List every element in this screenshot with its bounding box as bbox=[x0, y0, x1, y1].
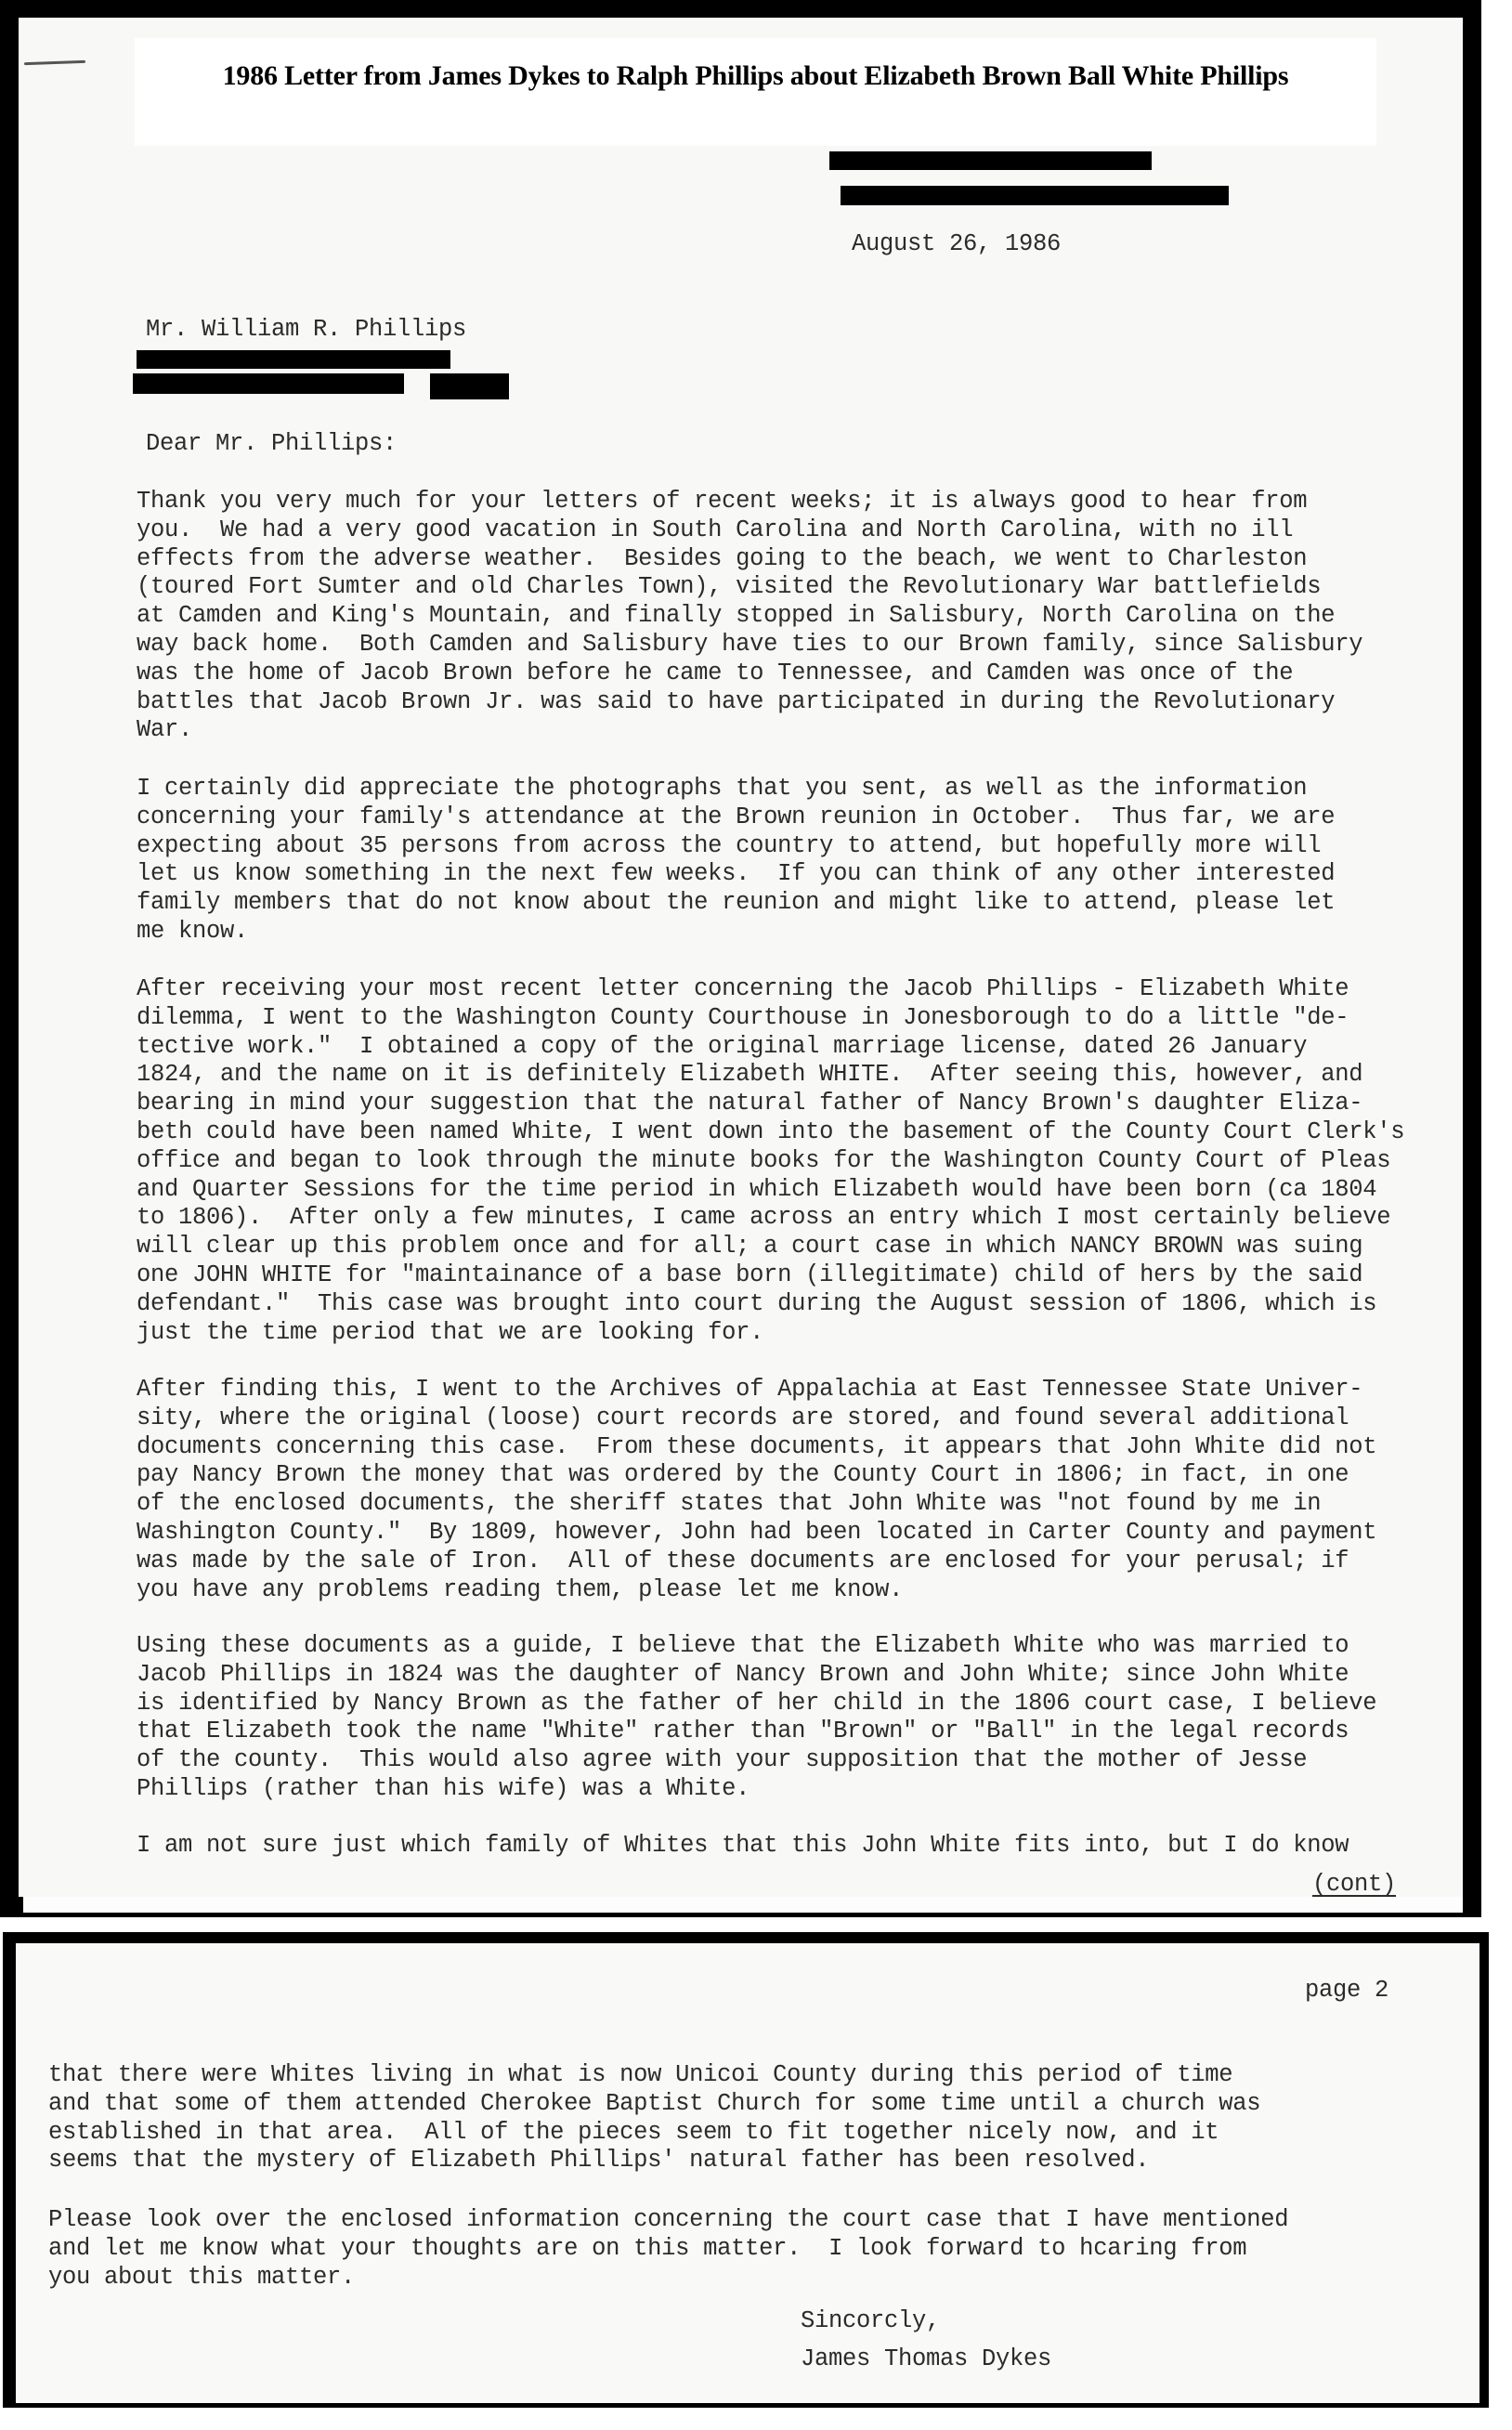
redacted-recipient-street bbox=[137, 350, 450, 369]
text-line: concerning your family's attendance at the Brown reunion in October. Thus far, we are bbox=[137, 803, 1336, 830]
text-line: you. We had a very good vacation in South Carolina and North Carolina, with no ill bbox=[137, 516, 1294, 543]
text-line: effects from the adverse weather. Besides going to the beach, we went to Charleston bbox=[137, 544, 1308, 572]
paragraph-reunion bbox=[137, 775, 1335, 947]
title-banner bbox=[135, 38, 1376, 146]
text-line: established in that area. All of the pieces seem to fit together nicely now, and it bbox=[48, 2118, 1219, 2146]
text-line: pay Nancy Brown the money that was ordered by the County Court in 1806; in fact, in one bbox=[137, 1461, 1349, 1489]
text-line: I certainly did appreciate the photographs that you sent, as well as the information bbox=[137, 775, 1308, 802]
text-line: is identified by Nancy Brown as the father of her child in the 1806 court case, I believe bbox=[137, 1689, 1377, 1717]
text-line: bearing in mind your suggestion that the natural father of Nancy Brown's daughter Eliza- bbox=[137, 1090, 1363, 1117]
text-line: Washington County." By 1809, however, John had been located in Carter County and payment bbox=[137, 1518, 1377, 1546]
redacted-recipient-zip bbox=[430, 373, 509, 399]
text-line: to 1806). After only a few minutes, I came across an entry which I most certainly believe bbox=[137, 1204, 1391, 1232]
text-line: Phillips (rather than his wife) was a White. bbox=[137, 1774, 750, 1802]
text-line: (toured Fort Sumter and old Charles Town), visited the Revolutionary War battlefields bbox=[137, 573, 1322, 601]
text-line: and that some of them attended Cherokee Baptist Church for some time until a church was bbox=[48, 2089, 1261, 2117]
text-line: sity, where the original (loose) court records are stored, and found several additional bbox=[137, 1404, 1349, 1431]
recipient-name: Mr. William R. Phillips bbox=[146, 316, 467, 343]
text-line: seems that the mystery of Elizabeth Phillips' natural father has been resolved. bbox=[48, 2147, 1150, 2175]
page-number: page 2 bbox=[1305, 1977, 1389, 2004]
text-line: Jacob Phillips in 1824 was the daughter of Nancy Brown and John White; since John White bbox=[137, 1660, 1349, 1688]
text-line: expecting about 35 persons from across the country to attend, but hopefully more will bbox=[137, 831, 1322, 859]
redacted-recipient-city bbox=[133, 373, 404, 394]
text-line: War. bbox=[137, 716, 193, 744]
text-line: 1824, and the name on it is definitely Elizabeth WHITE. After seeing this, however, and bbox=[137, 1061, 1363, 1089]
text-line: will clear up this problem once and for all; a court case in which NANCY BROWN was suing bbox=[137, 1233, 1363, 1261]
text-line: Using these documents as a guide, I believe that the Elizabeth White who was married to bbox=[137, 1632, 1349, 1659]
paragraph-courthouse bbox=[137, 975, 1404, 1347]
text-line: and let me know what your thoughts are on this matter. I look forward to hcaring from bbox=[48, 2234, 1247, 2262]
letter-date: August 26, 1986 bbox=[852, 230, 1062, 257]
text-line: that Elizabeth took the name "White" rather than "Brown" or "Ball" in the legal records bbox=[137, 1718, 1349, 1745]
page1-paper bbox=[19, 18, 1463, 1897]
text-line: battles that Jacob Brown Jr. was said to have participated in during the Revolutionary bbox=[137, 687, 1336, 715]
text-line: After receiving your most recent letter concerning the Jacob Phillips - Elizabeth White bbox=[137, 975, 1349, 1002]
text-line: After finding this, I went to the Archives of Appalachia at East Tennessee State Univer- bbox=[137, 1376, 1363, 1403]
text-line: let us know something in the next few weeks. If you can think of any other interested bbox=[137, 860, 1336, 888]
redacted-sender-address-line2 bbox=[841, 186, 1229, 205]
text-line: you about this matter. bbox=[48, 2263, 356, 2291]
text-line: Thank you very much for your letters of recent weeks; it is always good to hear from bbox=[137, 488, 1308, 515]
text-line: that there were Whites living in what is now Unicoi County during this period of time bbox=[48, 2061, 1233, 2088]
text-line: at Camden and King's Mountain, and finally stopped in Salisbury, North Carolina on the bbox=[137, 602, 1336, 630]
closing: Sincorcly, bbox=[801, 2307, 941, 2334]
text-line: of the county. This would also agree with your supposition that the mother of Jesse bbox=[137, 1746, 1308, 1774]
text-line: tective work." I obtained a copy of the original marriage license, dated 26 January bbox=[137, 1032, 1308, 1060]
text-line: office and began to look through the minute books for the Washington County Court of Pleas bbox=[137, 1146, 1391, 1174]
page1-bottom-strip bbox=[23, 1897, 1463, 1913]
paragraph-unicoi bbox=[48, 2061, 1260, 2175]
paragraph-conclusion bbox=[137, 1632, 1376, 1804]
text-line: I am not sure just which family of Whites that this John White fits into, but I do know bbox=[137, 1832, 1349, 1859]
paragraph-vacation bbox=[137, 488, 1362, 745]
signature-name: James Thomas Dykes bbox=[801, 2345, 1052, 2372]
text-line: was made by the sale of Iron. All of these documents are enclosed for your perusal; if bbox=[137, 1547, 1349, 1574]
continued-label: (cont) bbox=[1312, 1871, 1397, 1898]
text-line: way back home. Both Camden and Salisbury have ties to our Brown family, since Salisbury bbox=[137, 630, 1363, 658]
text-line: family members that do not know about the reunion and might like to attend, please let bbox=[137, 889, 1336, 917]
paragraph-whites-family bbox=[137, 1832, 1349, 1861]
text-line: and Quarter Sessions for the time period in which Elizabeth would have been born (ca 1804 bbox=[137, 1175, 1377, 1203]
text-line: was the home of Jacob Brown before he came to Tennessee, and Camden was once of the bbox=[137, 659, 1294, 686]
text-line: me know. bbox=[137, 917, 249, 945]
salutation: Dear Mr. Phillips: bbox=[146, 430, 398, 457]
redacted-sender-address-line1 bbox=[829, 151, 1152, 170]
text-line: beth could have been named White, I went down into the basement of the County Court Clerk's bbox=[137, 1117, 1405, 1145]
paragraph-closing-request bbox=[48, 2206, 1288, 2292]
text-line: documents concerning this case. From these documents, it appears that John White did not bbox=[137, 1432, 1377, 1460]
text-line: of the enclosed documents, the sheriff states that John White was "not found by me in bbox=[137, 1490, 1322, 1518]
text-line: you have any problems reading them, please let me know. bbox=[137, 1575, 904, 1603]
paragraph-archives bbox=[137, 1376, 1376, 1604]
text-line: one JOHN WHITE for "maintainance of a base born (illegitimate) child of hers by the said bbox=[137, 1261, 1363, 1288]
text-line: Please look over the enclosed information concerning the court case that I have mentioned bbox=[48, 2206, 1289, 2233]
text-line: dilemma, I went to the Washington County Courthouse in Jonesborough to do a little "de- bbox=[137, 1003, 1349, 1031]
document-title: 1986 Letter from James Dykes to Ralph Phillips about Elizabeth Brown Ball White Phillips bbox=[222, 60, 1289, 91]
text-line: defendant." This case was brought into court during the August session of 1806, which is bbox=[137, 1289, 1377, 1317]
text-line: just the time period that we are looking for. bbox=[137, 1318, 764, 1346]
